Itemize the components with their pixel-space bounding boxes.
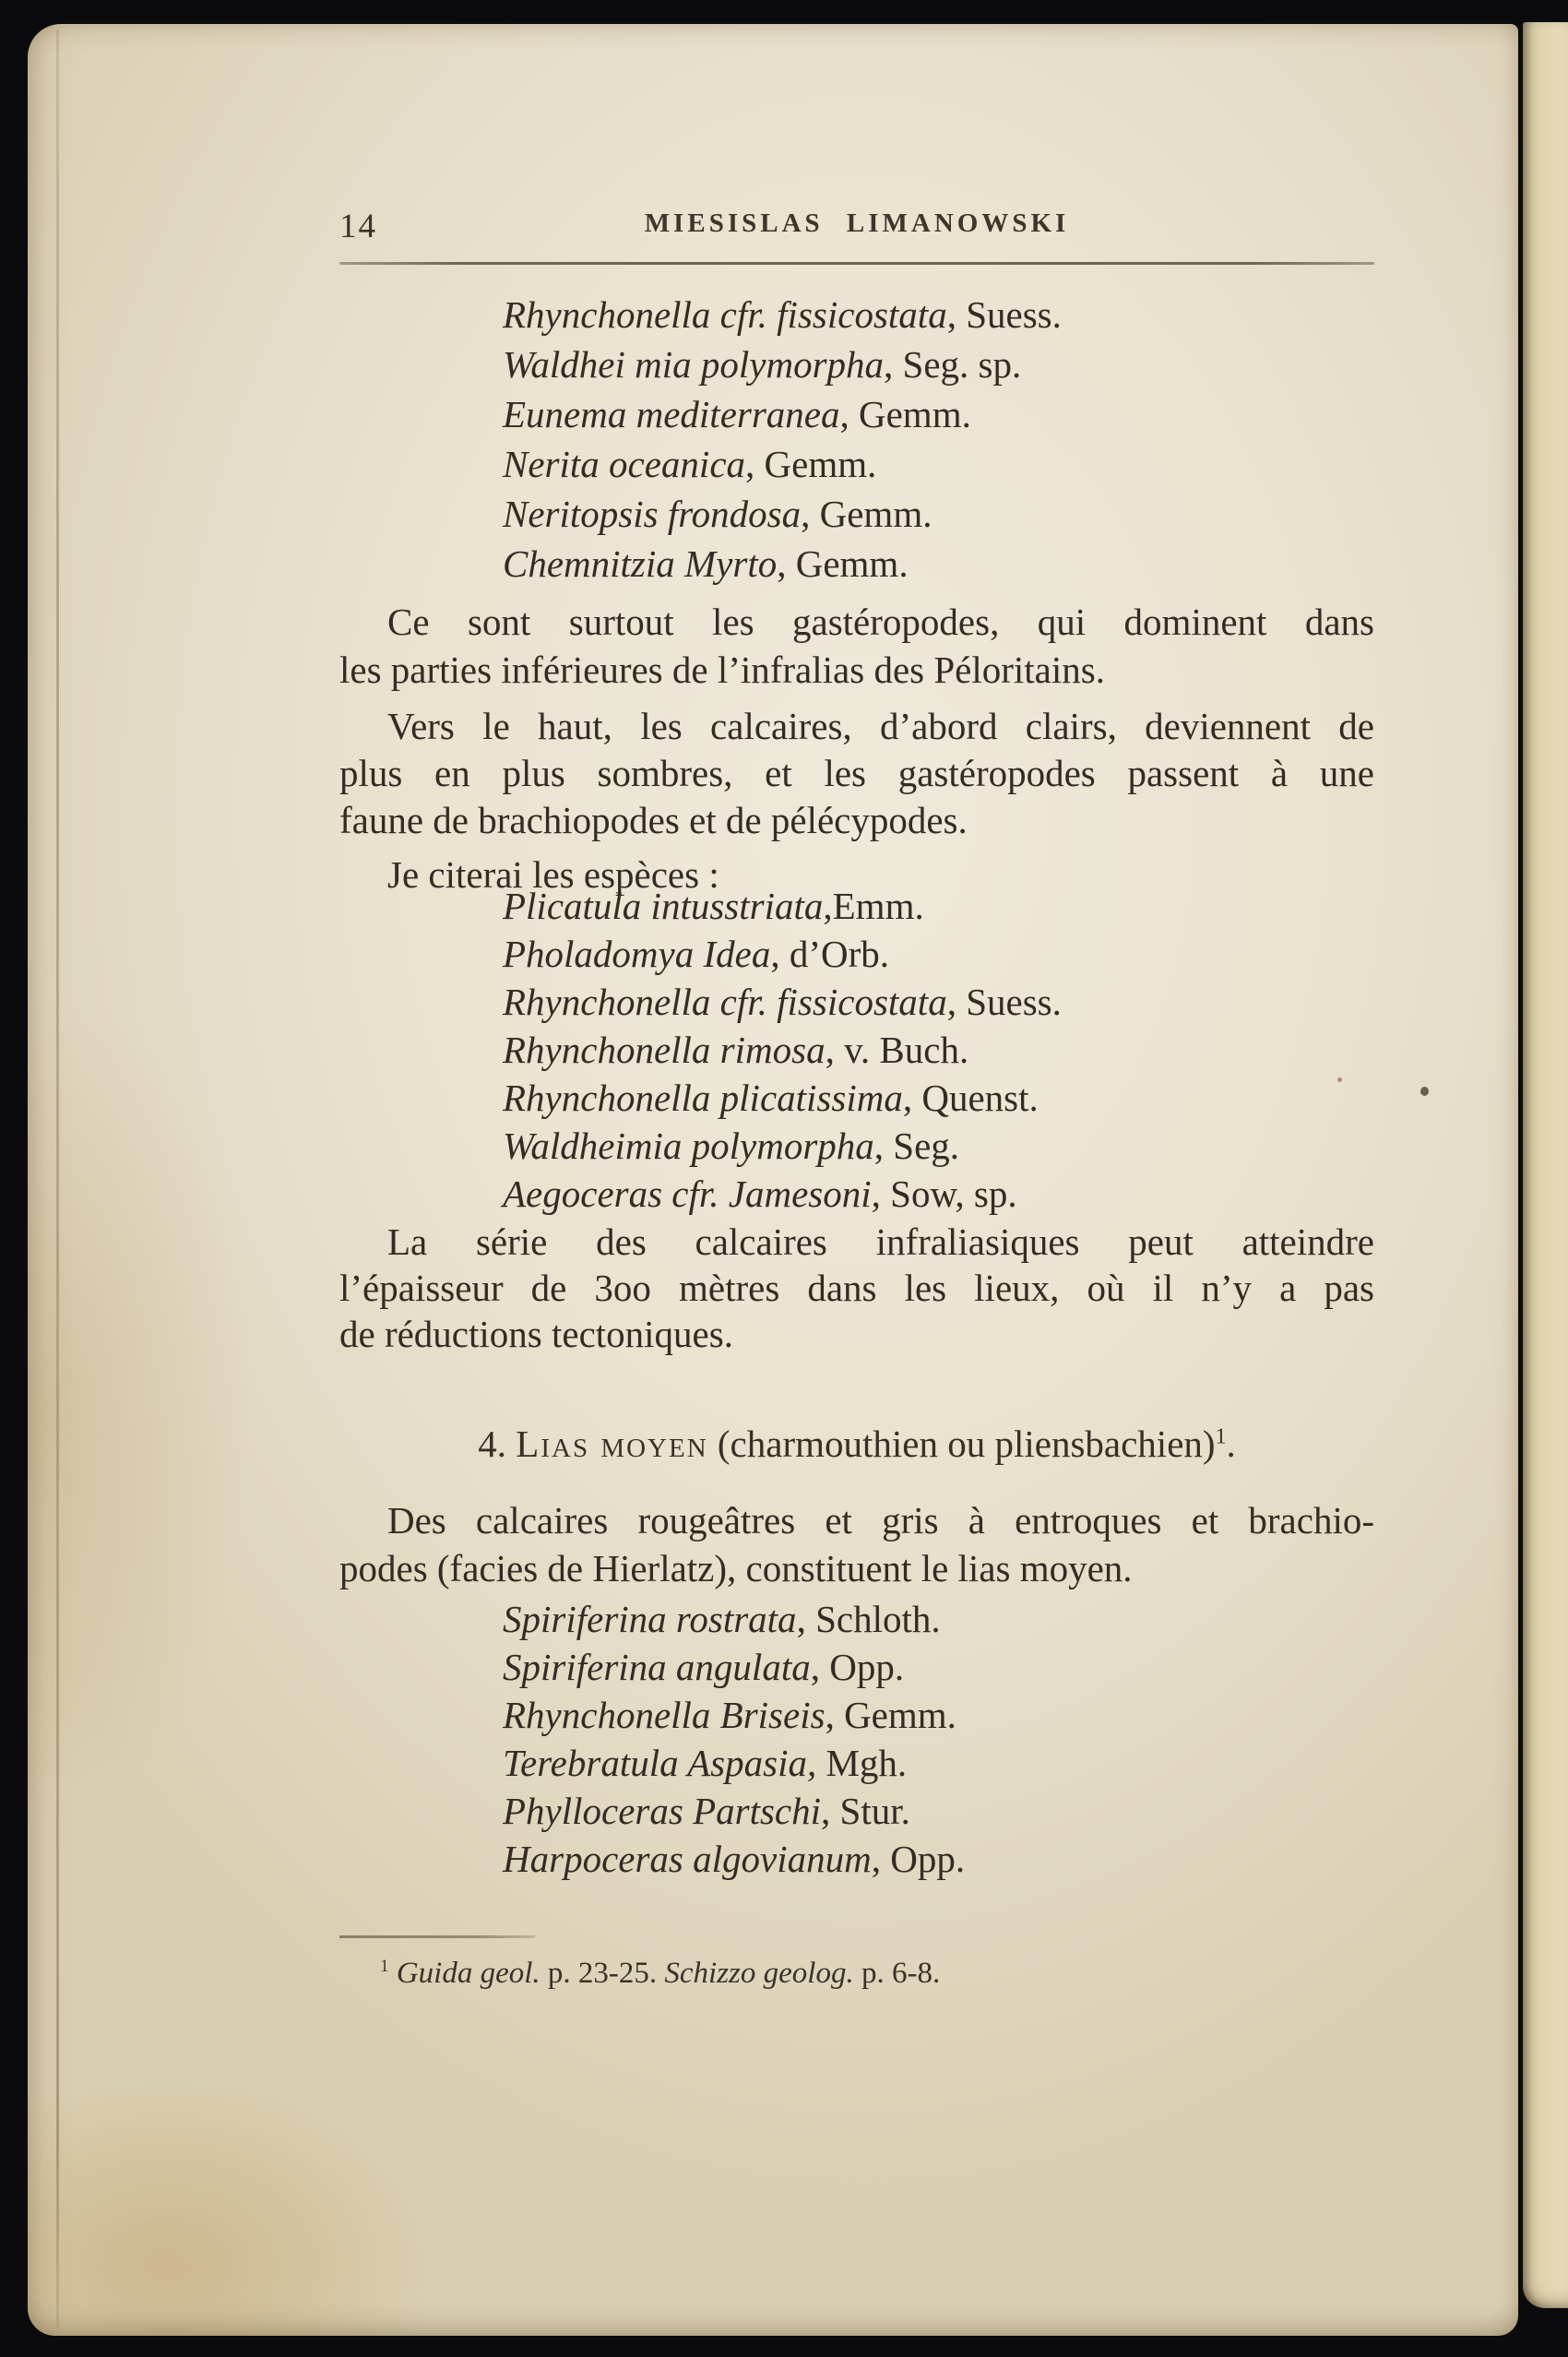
section-heading-lias-moyen [339, 1419, 1374, 1469]
text-line: La série des calcaires infraliasiques peut atteindre [387, 1220, 1374, 1263]
species-item [503, 339, 1388, 389]
page-header [339, 205, 1374, 247]
species-list-infralias-gastropods [503, 290, 1388, 589]
species-item [503, 389, 1388, 439]
species-author: , Seg. sp. [884, 343, 1022, 386]
species-author: ,Emm. [823, 885, 924, 927]
species-author: , Gemm. [745, 443, 877, 485]
species-name: Chemnitzia Myrto [503, 542, 778, 585]
species-item [503, 1643, 1388, 1691]
species-author: , Stur. [821, 1790, 910, 1832]
species-name: Plicatula intusstriata [503, 885, 824, 927]
text-segment-roman [389, 1957, 397, 1990]
text-line: Je citerai les espèces : [387, 853, 719, 896]
species-name: Rhynchonella cfr. fissicostata [503, 981, 947, 1023]
species-author: , Quenst. [902, 1077, 1039, 1119]
species-name: Harpoceras algovianum [503, 1838, 872, 1880]
text-segment-italic: Guida geol. [396, 1957, 540, 1990]
species-name: Aegoceras cfr. Jamesoni [503, 1173, 872, 1215]
species-item [503, 439, 1388, 489]
paragraph-des-calcaires [339, 1496, 1374, 1592]
species-item [503, 1170, 1388, 1218]
species-item [503, 1835, 1388, 1883]
species-list-lias-moyen [503, 1595, 1388, 1883]
species-author: , d’Orb. [770, 933, 890, 975]
species-author: , Seg. [873, 1125, 960, 1167]
species-author: Mgh. [816, 1742, 908, 1784]
next-page-edge [1523, 22, 1568, 2308]
species-author: , Suess. [946, 981, 1062, 1023]
species-author: , v. Buch. [825, 1029, 969, 1071]
species-item [503, 1595, 1388, 1643]
text-line: les parties inférieures de l’infralias des Péloritains. [339, 649, 1105, 691]
species-author: , Gemm. [801, 493, 932, 535]
text-line: faune de brachiopodes et de pélécypodes. [339, 799, 968, 841]
text-line: Ce sont surtout les gastéropodes, qui dominent dans [387, 601, 1374, 643]
species-author: , Gemm. [839, 393, 971, 435]
species-item [503, 882, 1388, 930]
species-author: , Gemm. [825, 1694, 956, 1736]
species-author: , Gemm. [777, 542, 909, 585]
species-name: Waldhei mia polymorpha [503, 343, 885, 386]
species-item [503, 1122, 1388, 1170]
text-line: plus en plus sombres, et les gastéropodes passent à une [339, 752, 1374, 794]
species-name: Neritopsis frondosa [503, 493, 802, 535]
species-name: Rhynchonella cfr. fissicostata [503, 293, 947, 336]
species-item [503, 1691, 1388, 1739]
text-segment-sup: 1 [380, 1957, 389, 1976]
text-line: Vers le haut, les calcaires, d’abord clairs, deviennent de [387, 705, 1374, 747]
text-segment-roman: p. 6-8. [853, 1957, 941, 1990]
text-segment-smallcaps: Lias moyen [516, 1423, 708, 1465]
species-author: , Opp. [871, 1838, 966, 1880]
text-line: l’épaisseur de 3oo mètres dans les lieux, où il n’y a pas [339, 1267, 1374, 1309]
text-segment-roman: . [1226, 1423, 1236, 1465]
text-segment-italic: Schizzo geolog. [664, 1957, 854, 1990]
text-segment-roman: 4. [478, 1423, 517, 1465]
species-name: Spiriferina angulata [503, 1646, 811, 1688]
species-item [503, 489, 1388, 539]
species-name: Rhynchonella plicatissima [503, 1077, 903, 1119]
species-item [503, 290, 1388, 339]
species-item [503, 930, 1388, 978]
species-item [503, 1074, 1388, 1122]
header-rule [339, 262, 1374, 265]
species-author: , Schloth. [796, 1598, 941, 1640]
species-item [503, 539, 1388, 589]
species-author: , Sow, sp. [871, 1173, 1017, 1215]
paragraph-vers-le-haut [339, 703, 1374, 844]
text-line: Des calcaires rougeâtres et gris à entroques et brachio- [387, 1499, 1374, 1542]
species-item [503, 1739, 1388, 1787]
text-line: de réductions tectoniques. [339, 1313, 733, 1355]
species-name: Phylloceras Partschi [503, 1790, 822, 1832]
species-item [503, 978, 1388, 1026]
text-segment-roman: p. 23-25. [540, 1957, 665, 1990]
page-fold-line [56, 30, 59, 2328]
species-name: Pholadomya Idea [503, 933, 771, 975]
paragraph-gasteropodes [339, 598, 1374, 694]
species-list-infralias-brachiopods [503, 882, 1388, 1218]
footnote [339, 1954, 1302, 1993]
paragraph-la-serie [339, 1219, 1374, 1357]
species-item [503, 1787, 1388, 1835]
book-page [28, 24, 1518, 2336]
species-name: Nerita oceanica [503, 443, 746, 485]
running-title: MIESISLAS LIMANOWSKI [644, 208, 1070, 238]
species-name: Rhynchonella rimosa [503, 1029, 826, 1071]
species-author: , Opp. [810, 1646, 905, 1688]
text-segment-roman: (charmouthien ou pliensbachien) [707, 1423, 1216, 1465]
footnote-rule [339, 1935, 535, 1938]
species-name: Terebratula Aspasia, [503, 1742, 817, 1784]
species-name: Eunema mediterranea [503, 393, 840, 435]
species-name: Rhynchonella Briseis [503, 1694, 826, 1736]
species-item [503, 1026, 1388, 1074]
text-line: podes (facies de Hierlatz), constituent le lias moyen. [339, 1547, 1133, 1589]
ink-speck [1420, 1087, 1429, 1096]
species-name: Spiriferina rostrata [503, 1598, 797, 1640]
text-segment-sup: 1 [1215, 1424, 1227, 1449]
species-name: Waldheimia polymorpha [503, 1125, 874, 1167]
page-number: 14 [339, 208, 377, 245]
species-author: , Suess. [946, 293, 1062, 336]
